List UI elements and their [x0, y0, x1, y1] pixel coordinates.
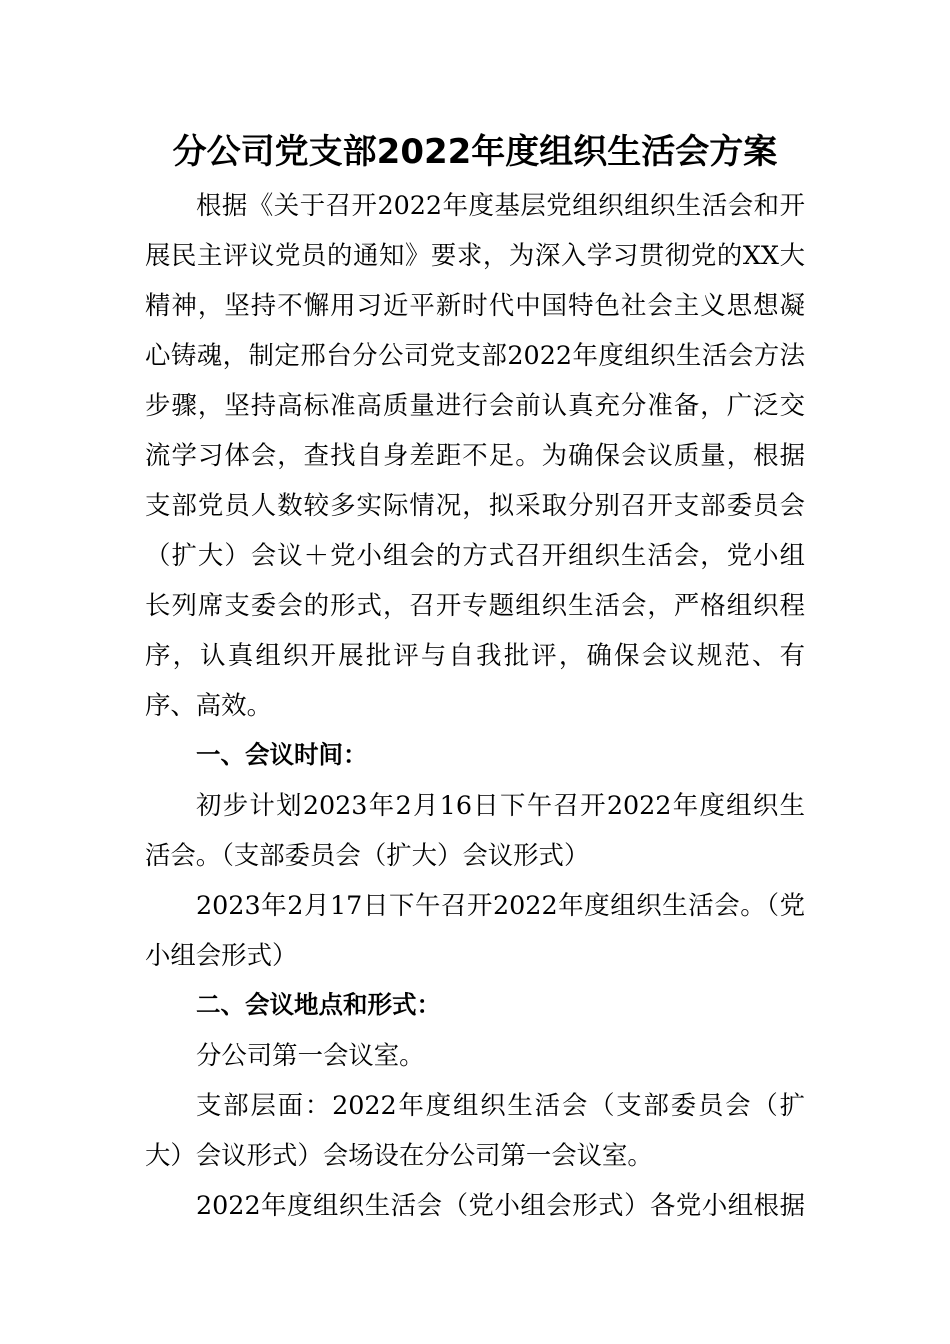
section1-line-2: 活会。（支部委员会（扩大）会议形式）: [145, 840, 590, 870]
section2-line-4: 2022年度组织生活会（党小组会形式）各党小组根据: [196, 1190, 805, 1220]
section1-line-3: 2023年2月17日下午召开2022年度组织生活会。（党: [196, 890, 805, 920]
intro-line-1: 根据《关于召开2022年度基层党组织组织生活会和开: [196, 190, 805, 220]
document-title: 分公司党支部2022年度组织生活会方案: [172, 132, 778, 172]
intro-line-4: 心铸魂，制定邢台分公司党支部2022年度组织生活会方法: [145, 340, 805, 370]
section-heading-meeting-time: 一、会议时间：: [196, 740, 368, 769]
section1-line-4: 小组会形式）: [145, 940, 298, 970]
section1-line-1: 初步计划2023年2月16日下午召开2022年度组织生: [196, 790, 805, 820]
intro-line-2: 展民主评议党员的通知》要求，为深入学习贯彻党的XX大: [145, 240, 805, 270]
intro-line-6: 流学习体会，查找自身差距不足。为确保会议质量，根据: [145, 440, 805, 470]
intro-line-8: （扩大）会议＋党小组会的方式召开组织生活会，党小组: [145, 540, 805, 570]
section2-line-1: 分公司第一会议室。: [196, 1040, 425, 1070]
section-heading-meeting-location: 二、会议地点和形式：: [196, 990, 441, 1019]
intro-line-9: 长列席支委会的形式，召开专题组织生活会，严格组织程: [145, 590, 805, 620]
section2-line-2: 支部层面：2022年度组织生活会（支部委员会（扩: [196, 1090, 805, 1120]
intro-line-10: 序，认真组织开展批评与自我批评，确保会议规范、有: [145, 640, 805, 670]
intro-line-3: 精神，坚持不懈用习近平新时代中国特色社会主义思想凝: [145, 290, 805, 320]
intro-line-11: 序、高效。: [145, 690, 272, 720]
section2-line-3: 大）会议形式）会场设在分公司第一会议室。: [145, 1140, 653, 1170]
intro-line-7: 支部党员人数较多实际情况，拟采取分别召开支部委员会: [145, 490, 805, 520]
intro-line-5: 步骤，坚持高标准高质量进行会前认真充分准备，广泛交: [145, 390, 805, 420]
